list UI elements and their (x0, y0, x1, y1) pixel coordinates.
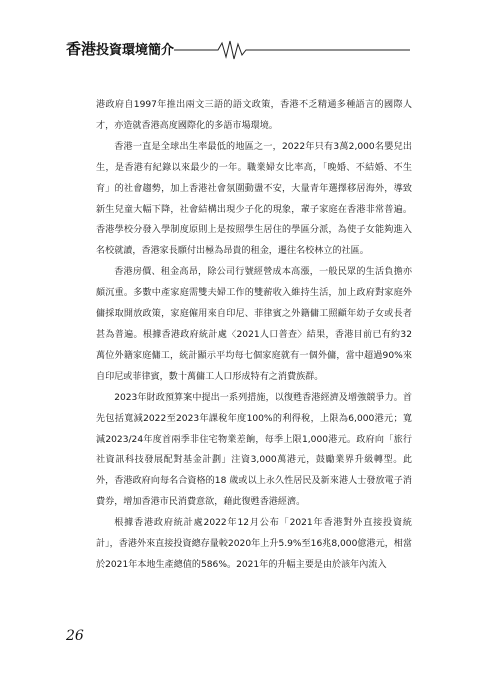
header-title (66, 39, 174, 61)
page-number: 26 (66, 628, 84, 644)
paragraph-4: 2023年財政預算案中提出一系列措施，以復甦香港經濟及增強競爭力。首先包括寬減2022至2023年課稅年度100%的利得稅，上限為6,000港元；寬減2023/24年度首兩季非住宅物業差餉，每季上限1,000港元。政府向「旅行社資訊科技發展配對基金計劃」注資3,000萬港元，鼓勵業界升級轉型。此外，香港政府向每名合資格的18 歲或以上永久性居民及新來港人士發放電子消費券，增加香港市民消費意欲，藉此復甦香港經濟。 (96, 392, 412, 508)
running-header (66, 38, 410, 62)
paragraph-5: 根據香港政府統計處2022年12月公布「2021年香港對外直接投資統計」，香港外來直接投資總存量較2020年上升5.9%至16兆8,000億港元，相當於2021年本地生產總值的586%。2021年的升幅主要是由於該年內流入 (96, 518, 412, 570)
paragraph-2: 香港一直是全球出生率最低的地區之一，2022年只有3萬2,000名嬰兒出生，是香港有紀錄以來最少的一年。職業婦女比率高，「晚婚、不結婚、不生育」的社會趨勢，加上香港社會氛圍動盪不安，大量青年選擇移居海外，導致新生兒童大幅下降，社會結構出現少子化的現象，輩子家庭在香港非常普遍。香港學校分發入學制度原則上是按照學生居住的學區分派，為使子女能夠進入名校就讀，香港家長願付出極為昂貴的租金，遷往名校林立的社區。 (96, 141, 412, 257)
paragraph-3: 香港房價、租金高昂，除公司行號經營成本高漲，一般民眾的生活負擔亦頗沉重。多數中產家庭需雙夫婦工作的雙薪收入維持生活，加上政府對家庭外傭採取開放政策，家庭僱用來自印尼、菲律賓之外籍傭工照顧年幼子女或長者甚為普遍。根據香港政府統計處〈2021人口普查〉結果，香港目前已有約32萬位外籍家庭傭工，統計顯示平均每七個家庭就有一個外傭，當中超過90%來自印尼或菲律賓，數十萬傭工人口形成特有之消費族群。 (96, 267, 412, 382)
body-text (96, 95, 412, 576)
header-title-big: 香港 (66, 40, 97, 58)
paragraph-1: 港政府自1997年推出兩文三語的語文政策，香港不乏精通多種語言的國際人才，亦造就香港高度國際化的多語市場環境。 (96, 100, 412, 131)
header-title-small: 投資環境簡介 (96, 43, 175, 58)
